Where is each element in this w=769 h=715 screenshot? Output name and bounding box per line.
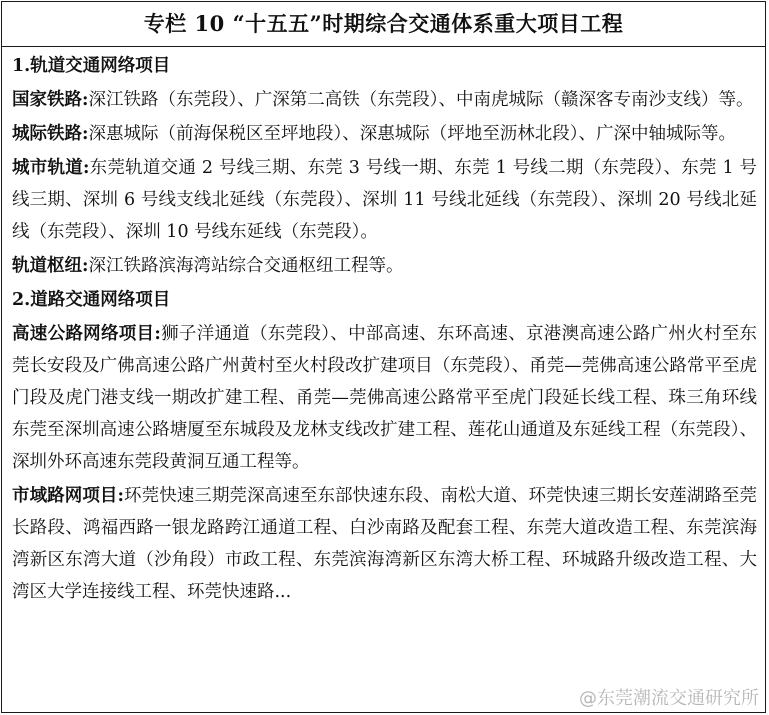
urban-rail-paragraph [12,152,757,248]
city-road-paragraph [12,480,757,608]
city-road-text: 环莞快速三期莞深高速至东部快速东段、南松大道、环莞快速三期长安莲湖路至莞长路段、鸿福西路一银龙路跨江通道工程、白沙南路及配套工程、东莞大道改造工程、东莞滨海湾新区东湾大道（沙角段）市政工程、东莞滨海湾新区东湾大桥工程、环城路升级改造工程、大湾区大学连接线工程、环莞快速路... [12,486,757,602]
section1-heading: 1.轨道交通网络项目 [12,56,171,76]
intercity-railway-text: 深惠城际（前海保税区至坪地段）、深惠城际（坪地至沥林北段）、广深中轴城际等。 [88,124,736,144]
rail-hub-paragraph [12,250,757,282]
rail-hub-text: 深江铁路滨海湾站综合交通枢纽工程等。 [88,256,404,276]
national-railway-label: 国家铁路: [12,90,89,110]
expressway-label: 高速公路网络项目: [12,324,161,344]
national-railway-text: 深江铁路（东莞段）、广深第二高铁（东莞段）、中南虎城际（赣深客专南沙支线）等。 [88,90,754,110]
urban-rail-label: 城市轨道: [12,158,90,178]
project-box [1,1,766,713]
intercity-railway-label: 城际铁路: [12,124,89,144]
national-railway-paragraph [12,84,757,116]
section2-heading: 2.道路交通网络项目 [12,290,171,310]
box-title: 专栏 10 “十五五”时期综合交通体系重大项目工程 [2,2,765,47]
expressway-paragraph [12,318,757,478]
intercity-railway-paragraph [12,118,757,150]
expressway-text: 狮子洋通道（东莞段）、中部高速、东环高速、京港澳高速公路广州火村至东莞长安段及广佛高速公路广州黄村至火村段改扩建项目（东莞段）、甬莞—莞佛高速公路常平至虎门段及虎门港支线一期改扩建工程、甬莞—莞佛高速公路常平至虎门段延长线工程、珠三角环线东莞至深圳高速公路塘厦至东城段及龙林支线改扩建工程、莲花山通道及东延线工程（东莞段）、深圳外环高速东莞段黄洞互通工程等。 [12,324,758,472]
urban-rail-text: 东莞轨道交通 2 号线三期、东莞 3 号线一期、东莞 1 号线二期（东莞段）、东莞 1 号线三期、深圳 6 号线支线北延线（东莞段）、深圳 11 号线北延线（东莞段）、深圳 20 号线北延线（东莞段）、深圳 10 号线东延线（东莞段）。 [12,158,757,242]
box-content [2,47,765,608]
watermark: @东莞潮流交通研究所 [579,688,759,709]
city-road-label: 市域路网项目: [12,486,124,506]
rail-hub-label: 轨道枢纽: [12,256,89,276]
